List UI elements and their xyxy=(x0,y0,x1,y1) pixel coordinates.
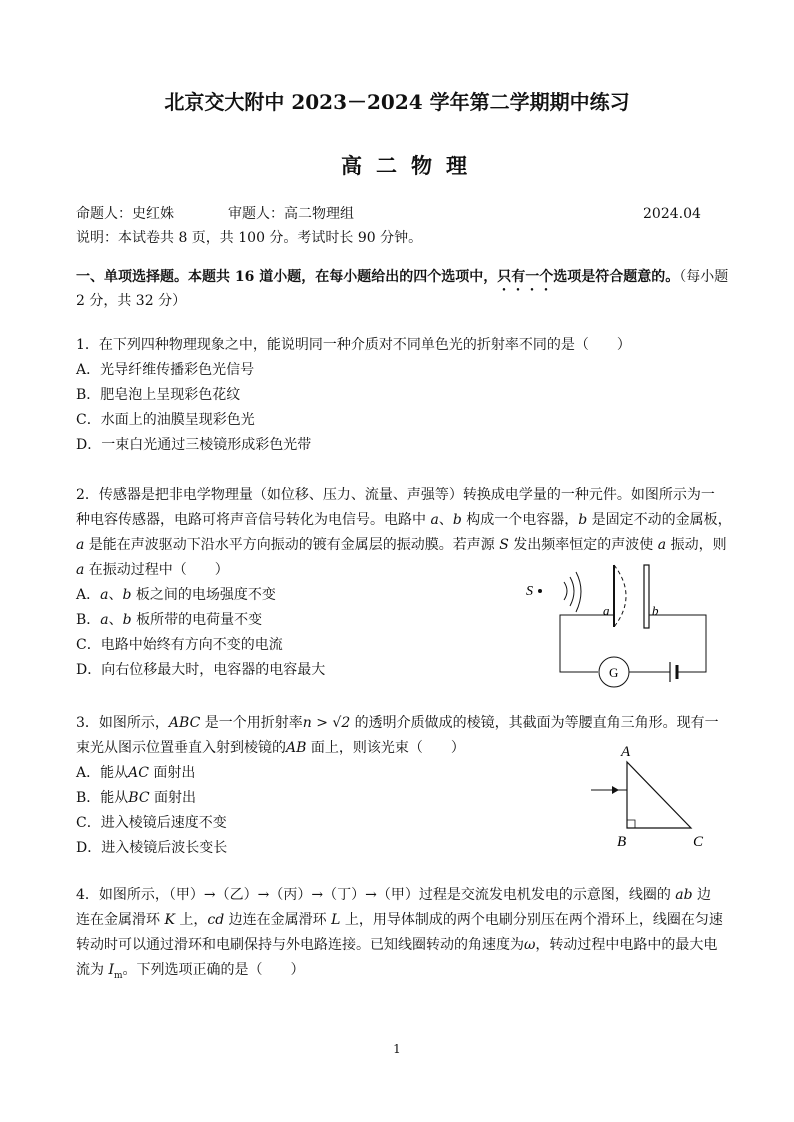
q4-line2: 连在金属滑环 K 上，cd 边连在金属滑环 L 上，用导体制成的两个电刷分别压在两个滑环上，线圈在匀速 xyxy=(76,912,723,928)
q2-figure-label-s: S xyxy=(526,584,533,599)
section-heading xyxy=(76,268,728,294)
q1-stem: 1．在下列四种物理现象之中，能说明同一种介质对不同单色光的折射率不同的是（ ） xyxy=(76,337,631,353)
section-heading-score: （每小题 xyxy=(679,269,729,285)
q2-stem-line4: a 在振动过程中（ ） xyxy=(76,562,229,578)
q3-prism-triangle xyxy=(627,762,691,828)
q3-option-c: C．进入棱镜后速度不变 xyxy=(76,815,227,831)
q2-wave-2 xyxy=(570,577,574,606)
q3-right-angle-mark xyxy=(627,820,635,828)
q2-capacitor-figure xyxy=(520,560,720,690)
q3-option-a: A．能从AC 面射出 xyxy=(76,765,196,781)
q2-wire-right xyxy=(649,615,706,672)
q4-line3: 转动时可以通过滑环和电刷保持与外电路连接。已知线圈转动的角速度为ω，转动过程中电路中的最大电 xyxy=(76,937,718,953)
exam-note: 说明：本试卷共 8 页，共 100 分。考试时长 90 分钟。 xyxy=(76,230,423,246)
q2-option-b: B．a、b 板所带的电荷量不变 xyxy=(76,612,263,628)
section-heading-text: 一、单项选择题。本题共 16 道小题，在每小题给出的四个选项中， xyxy=(76,269,498,285)
q2-figure-label-g: G xyxy=(609,665,619,680)
q2-figure-label-b: b xyxy=(652,603,659,618)
q2-stem-line3: a 是能在声波驱动下沿水平方向振动的镀有金属层的振动膜。若声源 S 发出频率恒定的声波使 a 振动，则 xyxy=(76,537,727,553)
q2-membrane-dashed xyxy=(614,565,626,627)
q2-plate-b xyxy=(644,565,649,628)
q2-option-c: C．电路中始终有方向不变的电流 xyxy=(76,637,283,653)
q2-stem-line2: 种电容传感器，电路可将声音信号转化为电信号。电路中 a、b 构成一个电容器，b 是固定不动的金属板， xyxy=(76,512,732,528)
q2-option-d: D．向右位移最大时，电容器的电容最大 xyxy=(76,662,326,678)
page-number: 1 xyxy=(393,1042,401,1056)
q3-figure-label-b: B xyxy=(617,834,627,850)
q1-option-a: A．光导纤维传播彩色光信号 xyxy=(76,362,255,378)
q2-wave-3 xyxy=(576,572,581,612)
exam-date: 2024.04 xyxy=(643,206,701,222)
q1-option-c: C．水面上的油膜呈现彩色光 xyxy=(76,412,255,428)
section-heading-text-2: 选项是符合题意的。 xyxy=(553,269,680,285)
reviewer-label: 审题人：高二物理组 xyxy=(228,206,354,222)
q2-source-dot xyxy=(538,589,542,593)
q2-wave-1 xyxy=(564,582,567,600)
exam-title: 北京交大附中 2023－2024 学年第二学期期中练习 xyxy=(164,90,630,114)
section-heading-emphasis: 只有一个 xyxy=(497,269,554,285)
q2-stem-line1: 2．传感器是把非电学物理量（如位移、压力、流量、声强等）转换成电学量的一种元件。如图所示为一 xyxy=(76,487,715,503)
q4-line4: 流为 $I_m$。下列选项正确的是（ ） xyxy=(76,962,305,981)
section-heading-score-2: 2 分，共 32 分） xyxy=(76,293,187,309)
q2-figure-label-a: a xyxy=(603,603,610,618)
setter-label: 命题人：史红姝 xyxy=(76,206,174,222)
q1-option-b: B．肥皂泡上呈现彩色花纹 xyxy=(76,387,241,403)
q3-option-b: B．能从BC 面射出 xyxy=(76,790,197,806)
q3-stem-line2: 束光从图示位置垂直入射到棱镜的AB 面上，则该光束（ ） xyxy=(76,740,465,756)
q3-figure-label-c: C xyxy=(693,834,704,850)
q3-prism-figure xyxy=(585,738,715,850)
q3-figure-label-a: A xyxy=(621,744,631,760)
q4-line1: 4．如图所示，（甲）→（乙）→（丙）→（丁）→（甲）过程是交流发电机发电的示意图，线圈的 ab 边 xyxy=(76,887,712,903)
q1-option-d: D．一束白光通过三棱镜形成彩色光带 xyxy=(76,437,312,453)
subject-title: 高二物理 xyxy=(341,153,481,178)
q2-option-a: A．a、b 板之间的电场强度不变 xyxy=(76,587,276,603)
q3-light-arrow-icon xyxy=(612,786,619,794)
q3-option-d: D．进入棱镜后波长变长 xyxy=(76,840,228,856)
q3-stem-line1: 3．如图所示，ABC 是一个用折射率n > √2 的透明介质做成的棱镜，其截面为等腰直角三角形。现有一 xyxy=(76,715,719,731)
